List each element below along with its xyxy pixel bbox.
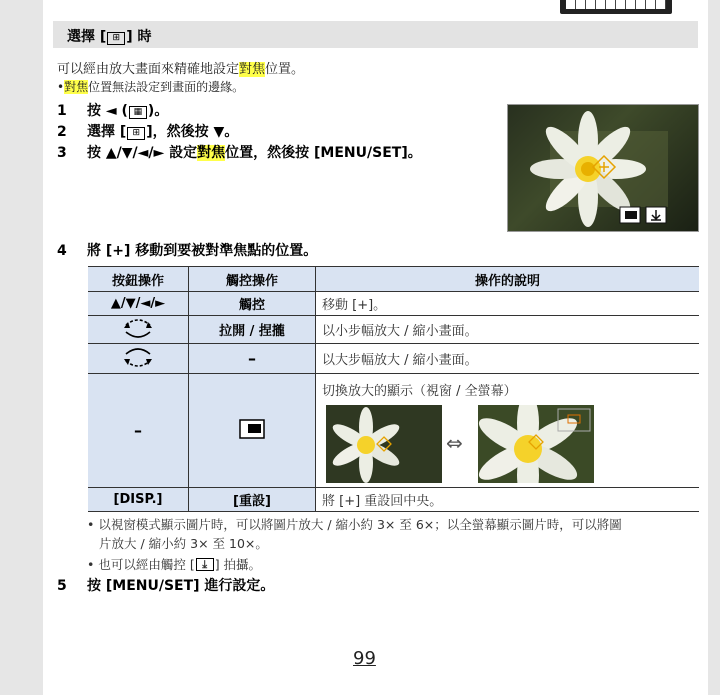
bullet-zoom-range: • 以視窗模式顯示圖片時，可以將圖片放大 / 縮小約 3× 至 6×；以全螢幕顯示圖片時，可以將圖 xyxy=(87,517,622,532)
column-header: 操作的說明 xyxy=(316,267,700,292)
description-cell xyxy=(316,374,700,488)
touch-cell xyxy=(189,374,316,488)
step-3: 3 按 ▲/▼/◄/► 設定對焦位置，然後按 [MENU/SET]。 xyxy=(57,145,422,161)
bullet-zoom-range-cont: 片放大 / 縮小約 3× 至 10×。 xyxy=(99,536,268,551)
description-cell: 以大步幅放大 / 縮小畫面。 xyxy=(316,344,700,374)
flower-illustration xyxy=(508,105,698,231)
touch-cell: [重設] xyxy=(189,488,316,512)
description-cell: 移動 [+]。 xyxy=(316,292,700,316)
table-row xyxy=(88,292,699,316)
button-cell: [DISP.] xyxy=(88,488,189,512)
double-arrow-icon: ⇔ xyxy=(446,431,463,455)
intro-text: 可以經由放大畫面來精確地設定對焦位置。 xyxy=(57,62,305,77)
table-row xyxy=(88,488,699,512)
note-text: •對焦位置無法設定到畫面的邊緣。 xyxy=(57,80,245,94)
document-page xyxy=(43,0,708,695)
column-header: 觸控操作 xyxy=(189,267,316,292)
step-2: 2 選擇 [ ⊞ ]，然後按 ▼。 xyxy=(57,124,239,140)
table-row xyxy=(88,344,699,374)
grid-icon: ▦ xyxy=(129,106,147,119)
step-1: 1 按 ◄ ( ▦ )。 xyxy=(57,103,169,119)
section-title: 選擇 [ ⊞ ] 時 xyxy=(67,29,152,45)
window-mode-thumbnail xyxy=(326,405,442,483)
shutter-download-icon: ⤓ xyxy=(196,558,214,571)
rear-dial-icon xyxy=(121,317,155,339)
button-cell xyxy=(88,316,189,344)
table-row xyxy=(88,374,699,488)
touch-cell: – xyxy=(189,344,316,374)
button-cell: ▲/▼/◄/► xyxy=(88,292,189,316)
button-cell xyxy=(88,344,189,374)
step-5: 5 按 [MENU/SET] 進行設定。 xyxy=(57,578,275,594)
table-row xyxy=(88,316,699,344)
camera-preview-image xyxy=(507,104,699,232)
bullet-touch-shoot: • 也可以經由觸控 [ ⤓ ] 拍攝。 xyxy=(87,557,262,572)
touch-cell: 觸控 xyxy=(189,292,316,316)
description-text: 切換放大的顯示（視窗 / 全螢幕） xyxy=(322,384,517,399)
zoom-box-icon: ⊞ xyxy=(127,127,145,140)
operations-table xyxy=(88,266,699,512)
thumbnail-strip xyxy=(560,0,672,14)
step-4: 4 將 [+] 移動到要被對準焦點的位置。 xyxy=(57,243,318,259)
fullscreen-mode-thumbnail xyxy=(478,405,594,483)
section-header xyxy=(53,21,698,48)
description-cell: 將 [+] 重設回中央。 xyxy=(316,488,700,512)
window-display-icon xyxy=(239,419,265,439)
touch-cell: 拉開 / 捏攏 xyxy=(189,316,316,344)
table-header-row xyxy=(88,267,699,292)
display-mode-comparison xyxy=(322,405,699,487)
description-cell: 以小步幅放大 / 縮小畫面。 xyxy=(316,316,700,344)
column-header: 按鈕操作 xyxy=(88,267,189,292)
zoom-box-icon: ⊞ xyxy=(107,32,125,45)
control-dial-icon xyxy=(121,346,155,368)
button-cell: – xyxy=(88,374,189,488)
page-number: 99 xyxy=(353,648,376,669)
